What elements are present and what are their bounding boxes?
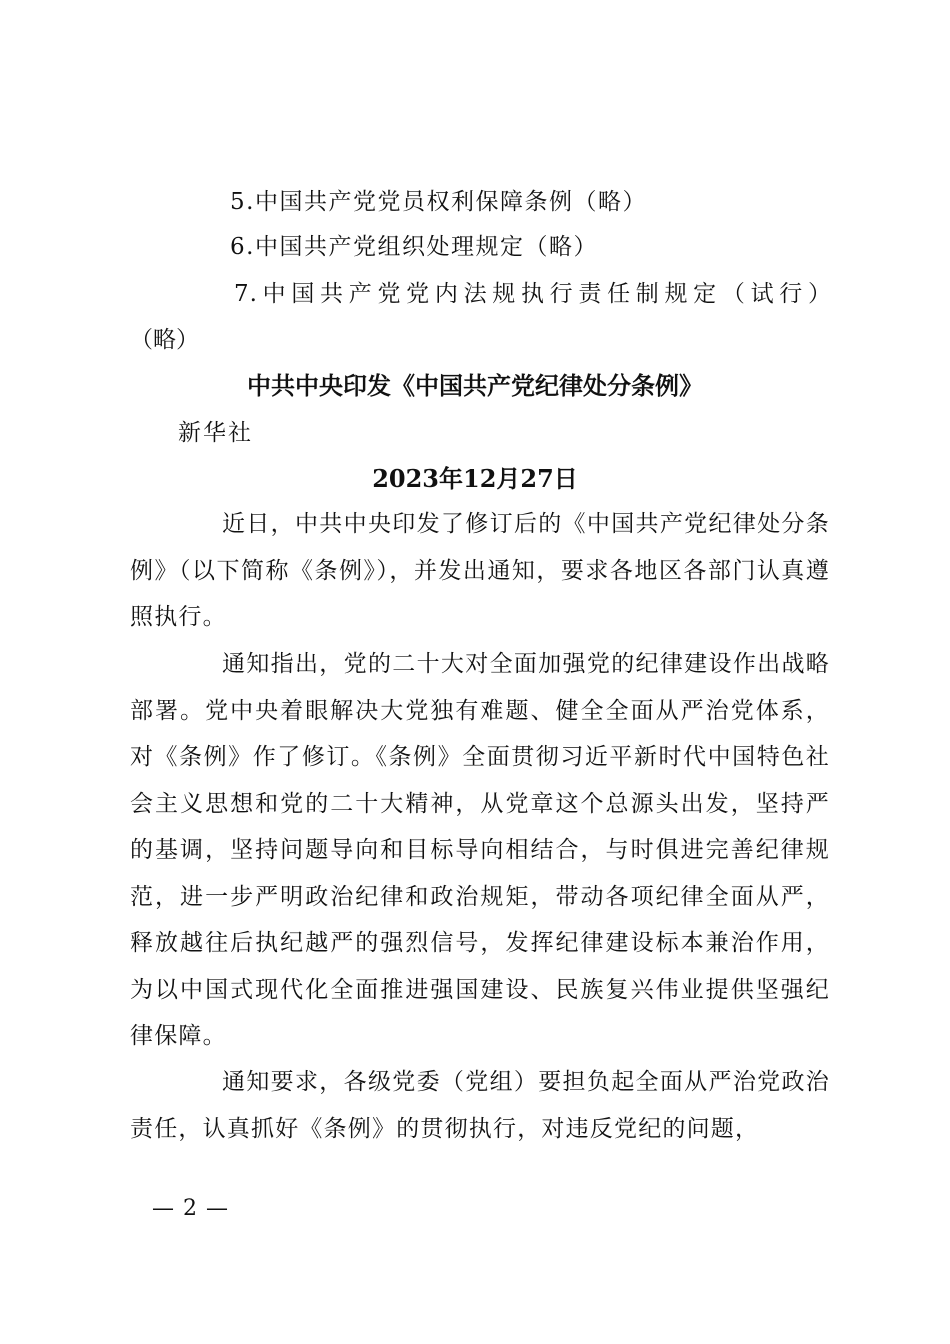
article-source: 新华社 bbox=[178, 420, 253, 446]
list-item-7-continuation: （略） bbox=[130, 327, 199, 353]
article-paragraph: 近日，中共中央印发了修订后的《中国共产党纪律处分条例》（以下简称《条例》），并发出通知，要求各地区各部门认真遵照执行。 bbox=[130, 511, 830, 630]
page-number: — 2 — bbox=[152, 1196, 229, 1221]
list-item-6: 6.中国共产党组织处理规定（略） bbox=[230, 234, 598, 260]
list-item-5: 5.中国共产党党员权利保障条例（略） bbox=[230, 189, 647, 215]
article-title: 中共中央印发《中国共产党纪律处分条例》 bbox=[247, 371, 703, 400]
article-paragraph: 通知要求，各级党委（党组）要担负起全面从严治党政治责任，认真抓好《条例》的贯彻执行，对违反党纪的问题， bbox=[130, 1069, 830, 1142]
article-paragraph: 通知指出，党的二十大对全面加强党的纪律建设作出战略部署。党中央着眼解决大党独有难题、健全全面从严治党体系，对《条例》作了修订。《条例》全面贯彻习近平新时代中国特色社会主义思想和党的二十大精神，从党章这个总源头出发，坚持严的基调，坚持问题导向和目标导向相结合，与时俱进完善纪律规范，进一步严明政治纪律和政治规矩，带动各项纪律全面从严，释放越往后执纪越严的强烈信号，发挥纪律建设标本兼治作用，为以中国式现代化全面推进强国建设、民族复兴伟业提供坚强纪律保障。 bbox=[130, 651, 830, 1049]
article-date: 2023年12月27日 bbox=[372, 464, 578, 493]
list-item-7: 7.中国共产党党内法规执行责任制规定（试行） bbox=[234, 281, 832, 307]
